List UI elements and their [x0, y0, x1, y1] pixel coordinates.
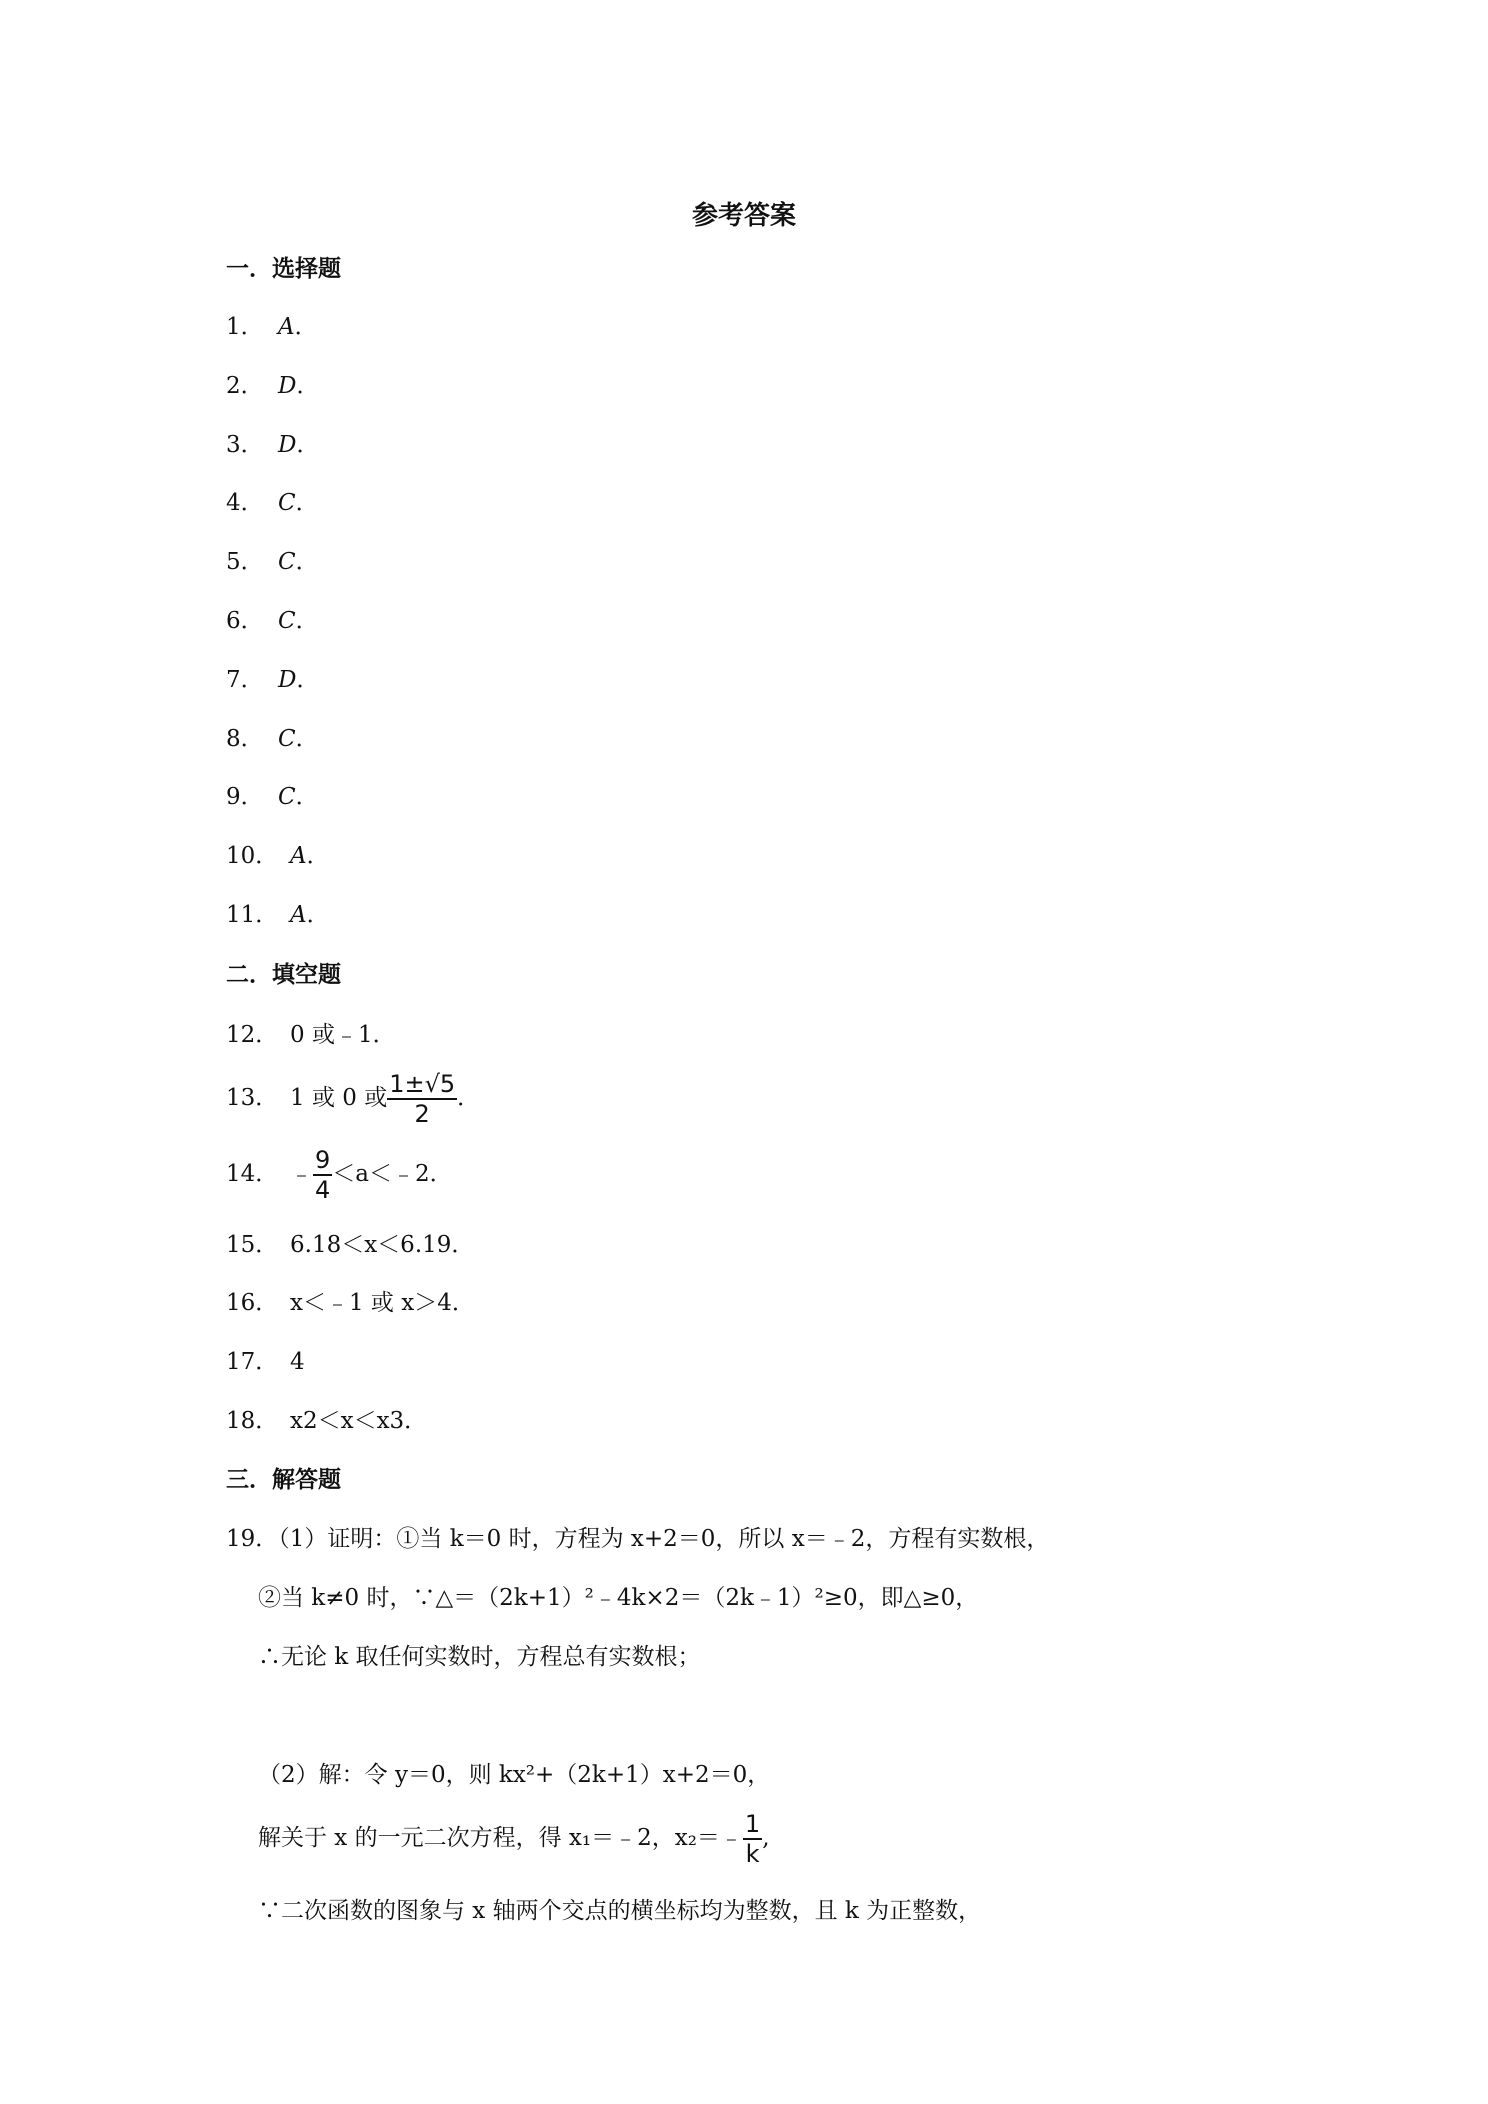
section-solution-heading: 三．解答题 — [226, 1467, 341, 1493]
choice-answer-item: 3． D． — [226, 432, 320, 458]
fraction: $\frac{1\pm√5}{2}$ — [389, 1070, 456, 1128]
choice-answer-item: 8． C． — [226, 726, 319, 752]
answer-item-14: 14． ﹣ $\frac{9}{4}$ ＜a＜﹣2． — [226, 1146, 453, 1204]
answer-item-18: 18． x2＜x＜x3． — [226, 1408, 428, 1434]
choice-answer-item: 10． A． — [226, 843, 330, 869]
section-choice-heading: 一．选择题 — [226, 256, 341, 282]
answer-item-17: 17． 4 — [226, 1349, 305, 1375]
fraction: $\frac{1}{k}$ — [744, 1810, 761, 1868]
choice-answer-item: 1． A． — [226, 314, 318, 340]
q19-line-4: （2）解：令 y＝0，则 kx²+（2k+1）x+2＝0， — [258, 1762, 771, 1788]
choice-answer-item: 7． D． — [226, 667, 320, 693]
q19-line-1: 19．（1）证明：①当 k＝0 时，方程为 x+2＝0，所以 x＝﹣2，方程有实数根， — [226, 1526, 1050, 1552]
q19-line-5: 解关于 x 的一元二次方程，得 x₁＝﹣2，x₂＝﹣ $\frac{1}{k}$ , — [258, 1810, 770, 1868]
fraction: $\frac{9}{4}$ — [315, 1146, 331, 1204]
choice-answer-item: 9． C． — [226, 784, 319, 810]
choice-answer-item: 4． C． — [226, 490, 319, 516]
choice-answer-item: 2． D． — [226, 373, 320, 399]
page-title: 参考答案 — [691, 201, 796, 231]
answer-item-16: 16． x＜﹣1 或 x＞4． — [226, 1290, 475, 1316]
answer-item-12: 12． 0 或﹣1． — [226, 1022, 396, 1048]
choice-answer-item: 5． C． — [226, 549, 319, 575]
q19-line-3: ∴无论 k 取任何实数时，方程总有实数根； — [258, 1644, 701, 1670]
q19-line-6: ∵二次函数的图象与 x 轴两个交点的横坐标均为整数，且 k 为正整数， — [258, 1898, 982, 1924]
section-fill-heading: 二．填空题 — [226, 962, 341, 988]
choice-answer-item: 6． C． — [226, 608, 319, 634]
choice-answer-item: 11． A． — [226, 902, 330, 928]
answer-item-15: 15． 6.18＜x＜6.19． — [226, 1232, 475, 1258]
q19-line-2: ②当 k≠0 时，∵△＝（2k+1）²﹣4k×2＝（2k﹣1）²≥0，即△≥0， — [258, 1585, 979, 1611]
answer-item-13: 13． 1 或 0 或 $\frac{1\pm√5}{2}$ ． — [226, 1070, 481, 1128]
